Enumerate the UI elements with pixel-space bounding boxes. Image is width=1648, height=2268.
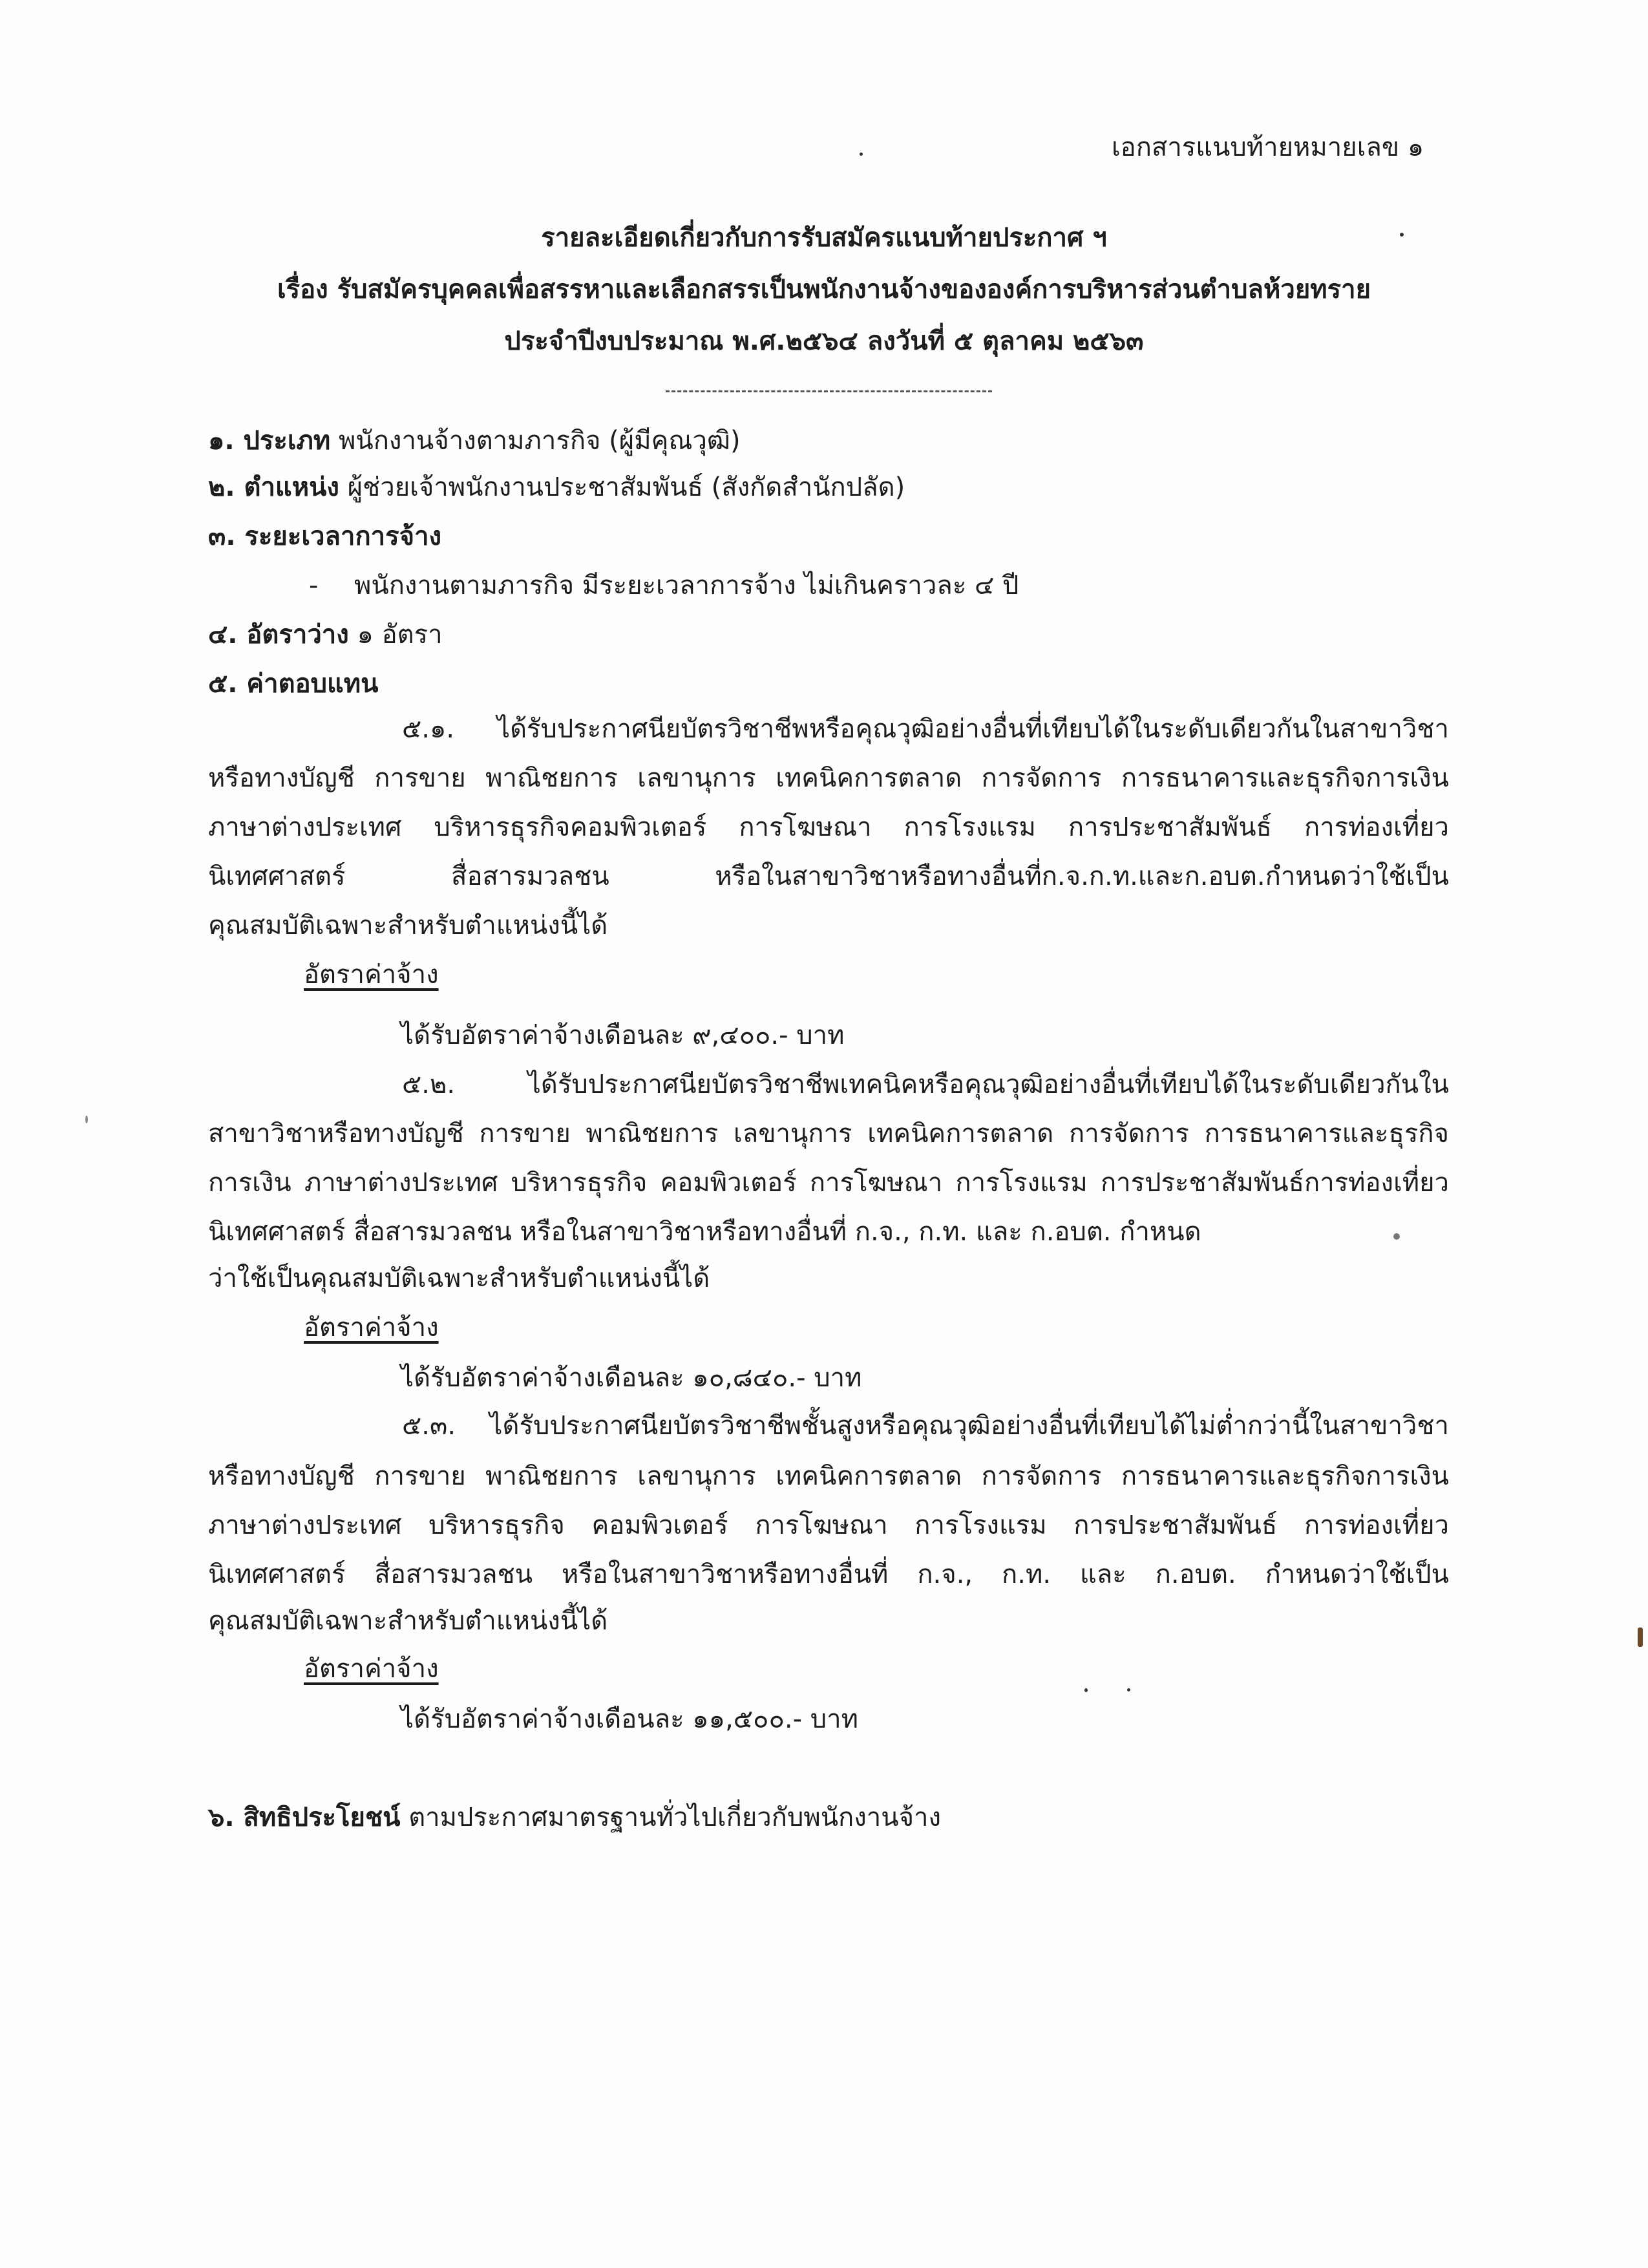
scan-speck (1084, 1688, 1088, 1692)
section-3-rate-heading: อัตราค่าจ้าง (304, 1654, 439, 1684)
section-2-line: ๕.๒. ได้รับประกาศนียบัตรวิชาชีพเทคนิคหรือคุณวุฒิอย่างอื่นที่เทียบได้ในระดับเดียวกันใน (402, 1070, 1449, 1099)
item-vacancy (208, 615, 443, 654)
item-benefits (208, 1798, 941, 1837)
section-3-line: คุณสมบัติเฉพาะสำหรับตำแหน่งนี้ได้ (208, 1606, 608, 1636)
section-1-rate-text: ได้รับอัตราค่าจ้างเดือนละ ๙,๔๐๐.- บาท (401, 1021, 845, 1050)
item-benefits-label: ๖. สิทธิประโยชน์ (208, 1803, 401, 1832)
section-2-line: การเงิน ภาษาต่างประเทศ บริหารธุรกิจ คอมพิวเตอร์ การโฆษณา การโรงแรม การประชาสัมพันธ์การท่องเที่ยว (208, 1168, 1449, 1198)
section-2-line: สาขาวิชาหรือทางบัญชี การขาย พาณิชยการ เลขานุการ เทคนิคการตลาด การจัดการ การธนาคารและธุรกิจ (208, 1119, 1449, 1149)
section-1-line: ๕.๑. ได้รับประกาศนียบัตรวิชาชีพหรือคุณวุฒิอย่างอื่นที่เทียบได้ในระดับเดียวกันในสาขาวิชา (402, 714, 1449, 744)
item-compensation-label: ๕. ค่าตอบแทน (208, 669, 379, 699)
section-2-line: นิเทศศาสตร์ สื่อสารมวลชน หรือในสาขาวิชาหรือทางอื่นที่ ก.จ., ก.ท. และ ก.อบต. กำหนด (208, 1217, 1201, 1247)
title-divider (666, 390, 992, 392)
section-2-rate-text: ได้รับอัตราค่าจ้างเดือนละ ๑๐,๘๔๐.- บาท (401, 1363, 862, 1393)
item-benefits-value: ตามประกาศมาตรฐานทั่วไปเกี่ยวกับพนักงานจ้าง (408, 1803, 942, 1832)
item-vacancy-label: ๔. อัตราว่าง (208, 620, 349, 650)
item-position-value: ผู้ช่วยเจ้าพนักงานประชาสัมพันธ์ (สังกัดสำนักปลัด) (347, 472, 905, 502)
scan-speck (1638, 1627, 1643, 1647)
section-3-line: ๕.๓. ได้รับประกาศนียบัตรวิชาชีพชั้นสูงหรือคุณวุฒิอย่างอื่นที่เทียบได้ไม่ต่ำกว่านี้ในสาขาวิชา (402, 1411, 1449, 1441)
title-line-1: รายละเอียดเกี่ยวกับการรับสมัครแนบท้ายประกาศ ฯ (541, 223, 1107, 253)
section-2-rate-heading: อัตราค่าจ้าง (304, 1313, 439, 1342)
item-period-dash: - (309, 571, 319, 600)
section-3-rate-text: ได้รับอัตราค่าจ้างเดือนละ ๑๑,๕๐๐.- บาท (401, 1704, 858, 1734)
item-period-label: ๓. ระยะเวลาการจ้าง (208, 522, 442, 551)
item-position-label: ๒. ตำแหน่ง (208, 472, 339, 502)
scan-speck (1400, 233, 1404, 237)
attachment-label: เอกสารแนบท้ายหมายเลข ๑ (1112, 132, 1424, 162)
item-type (208, 421, 741, 460)
item-type-value: พนักงานจ้างตามภารกิจ (ผู้มีคุณวุฒิ) (339, 426, 741, 456)
scan-speck (85, 1116, 88, 1123)
section-3-line: ภาษาต่างประเทศ บริหารธุรกิจ คอมพิวเตอร์ การโฆษณา การโรงแรม การประชาสัมพันธ์ การท่องเที่ยว (208, 1510, 1449, 1540)
scan-speck (1127, 1688, 1130, 1691)
section-1-line: ภาษาต่างประเทศ บริหารธุรกิจคอมพิวเตอร์ การโฆษณา การโรงแรม การประชาสัมพันธ์ การท่องเที่ยว (208, 812, 1449, 842)
section-2-line: ว่าใช้เป็นคุณสมบัติเฉพาะสำหรับตำแหน่งนี้ได้ (208, 1264, 710, 1293)
scan-speck (860, 153, 863, 156)
item-position (208, 468, 905, 507)
section-3-line: หรือทางบัญชี การขาย พาณิชยการ เลขานุการ เทคนิคการตลาด การจัดการ การธนาคารและธุรกิจการเงิน (208, 1461, 1449, 1491)
section-3-line: นิเทศศาสตร์ สื่อสารมวลชน หรือในสาขาวิชาหรือทางอื่นที่ ก.จ., ก.ท. และ ก.อบต. กำหนดว่าใช้เป็น (208, 1560, 1449, 1589)
item-type-label: ๑. ประเภท (208, 426, 331, 456)
item-period-value: พนักงานตามภารกิจ มีระยะเวลาการจ้าง ไม่เกินคราวละ ๔ ปี (354, 571, 1019, 600)
scan-speck (1393, 1233, 1400, 1240)
section-1-line: นิเทศศาสตร์ สื่อสารมวลชน หรือในสาขาวิชาหรือทางอื่นที่ก.จ.ก.ท.และก.อบต.กำหนดว่าใช้เป็น (208, 862, 1449, 891)
title-line-3: ประจำปีงบประมาณ พ.ศ.๒๕๖๔ ลงวันที่ ๕ ตุลาคม ๒๕๖๓ (504, 326, 1144, 356)
section-1-rate-heading: อัตราค่าจ้าง (304, 960, 439, 990)
title-line-2: เรื่อง รับสมัครบุคคลเพื่อสรรหาและเลือกสรรเป็นพนักงานจ้างขององค์การบริหารส่วนตำบลห้วยทราย (277, 275, 1371, 304)
item-vacancy-value: ๑ อัตรา (357, 620, 443, 650)
section-1-line: คุณสมบัติเฉพาะสำหรับตำแหน่งนี้ได้ (208, 911, 608, 940)
section-1-line: หรือทางบัญชี การขาย พาณิชยการ เลขานุการ เทคนิคการตลาด การจัดการ การธนาคารและธุรกิจการเงิน (208, 763, 1449, 793)
